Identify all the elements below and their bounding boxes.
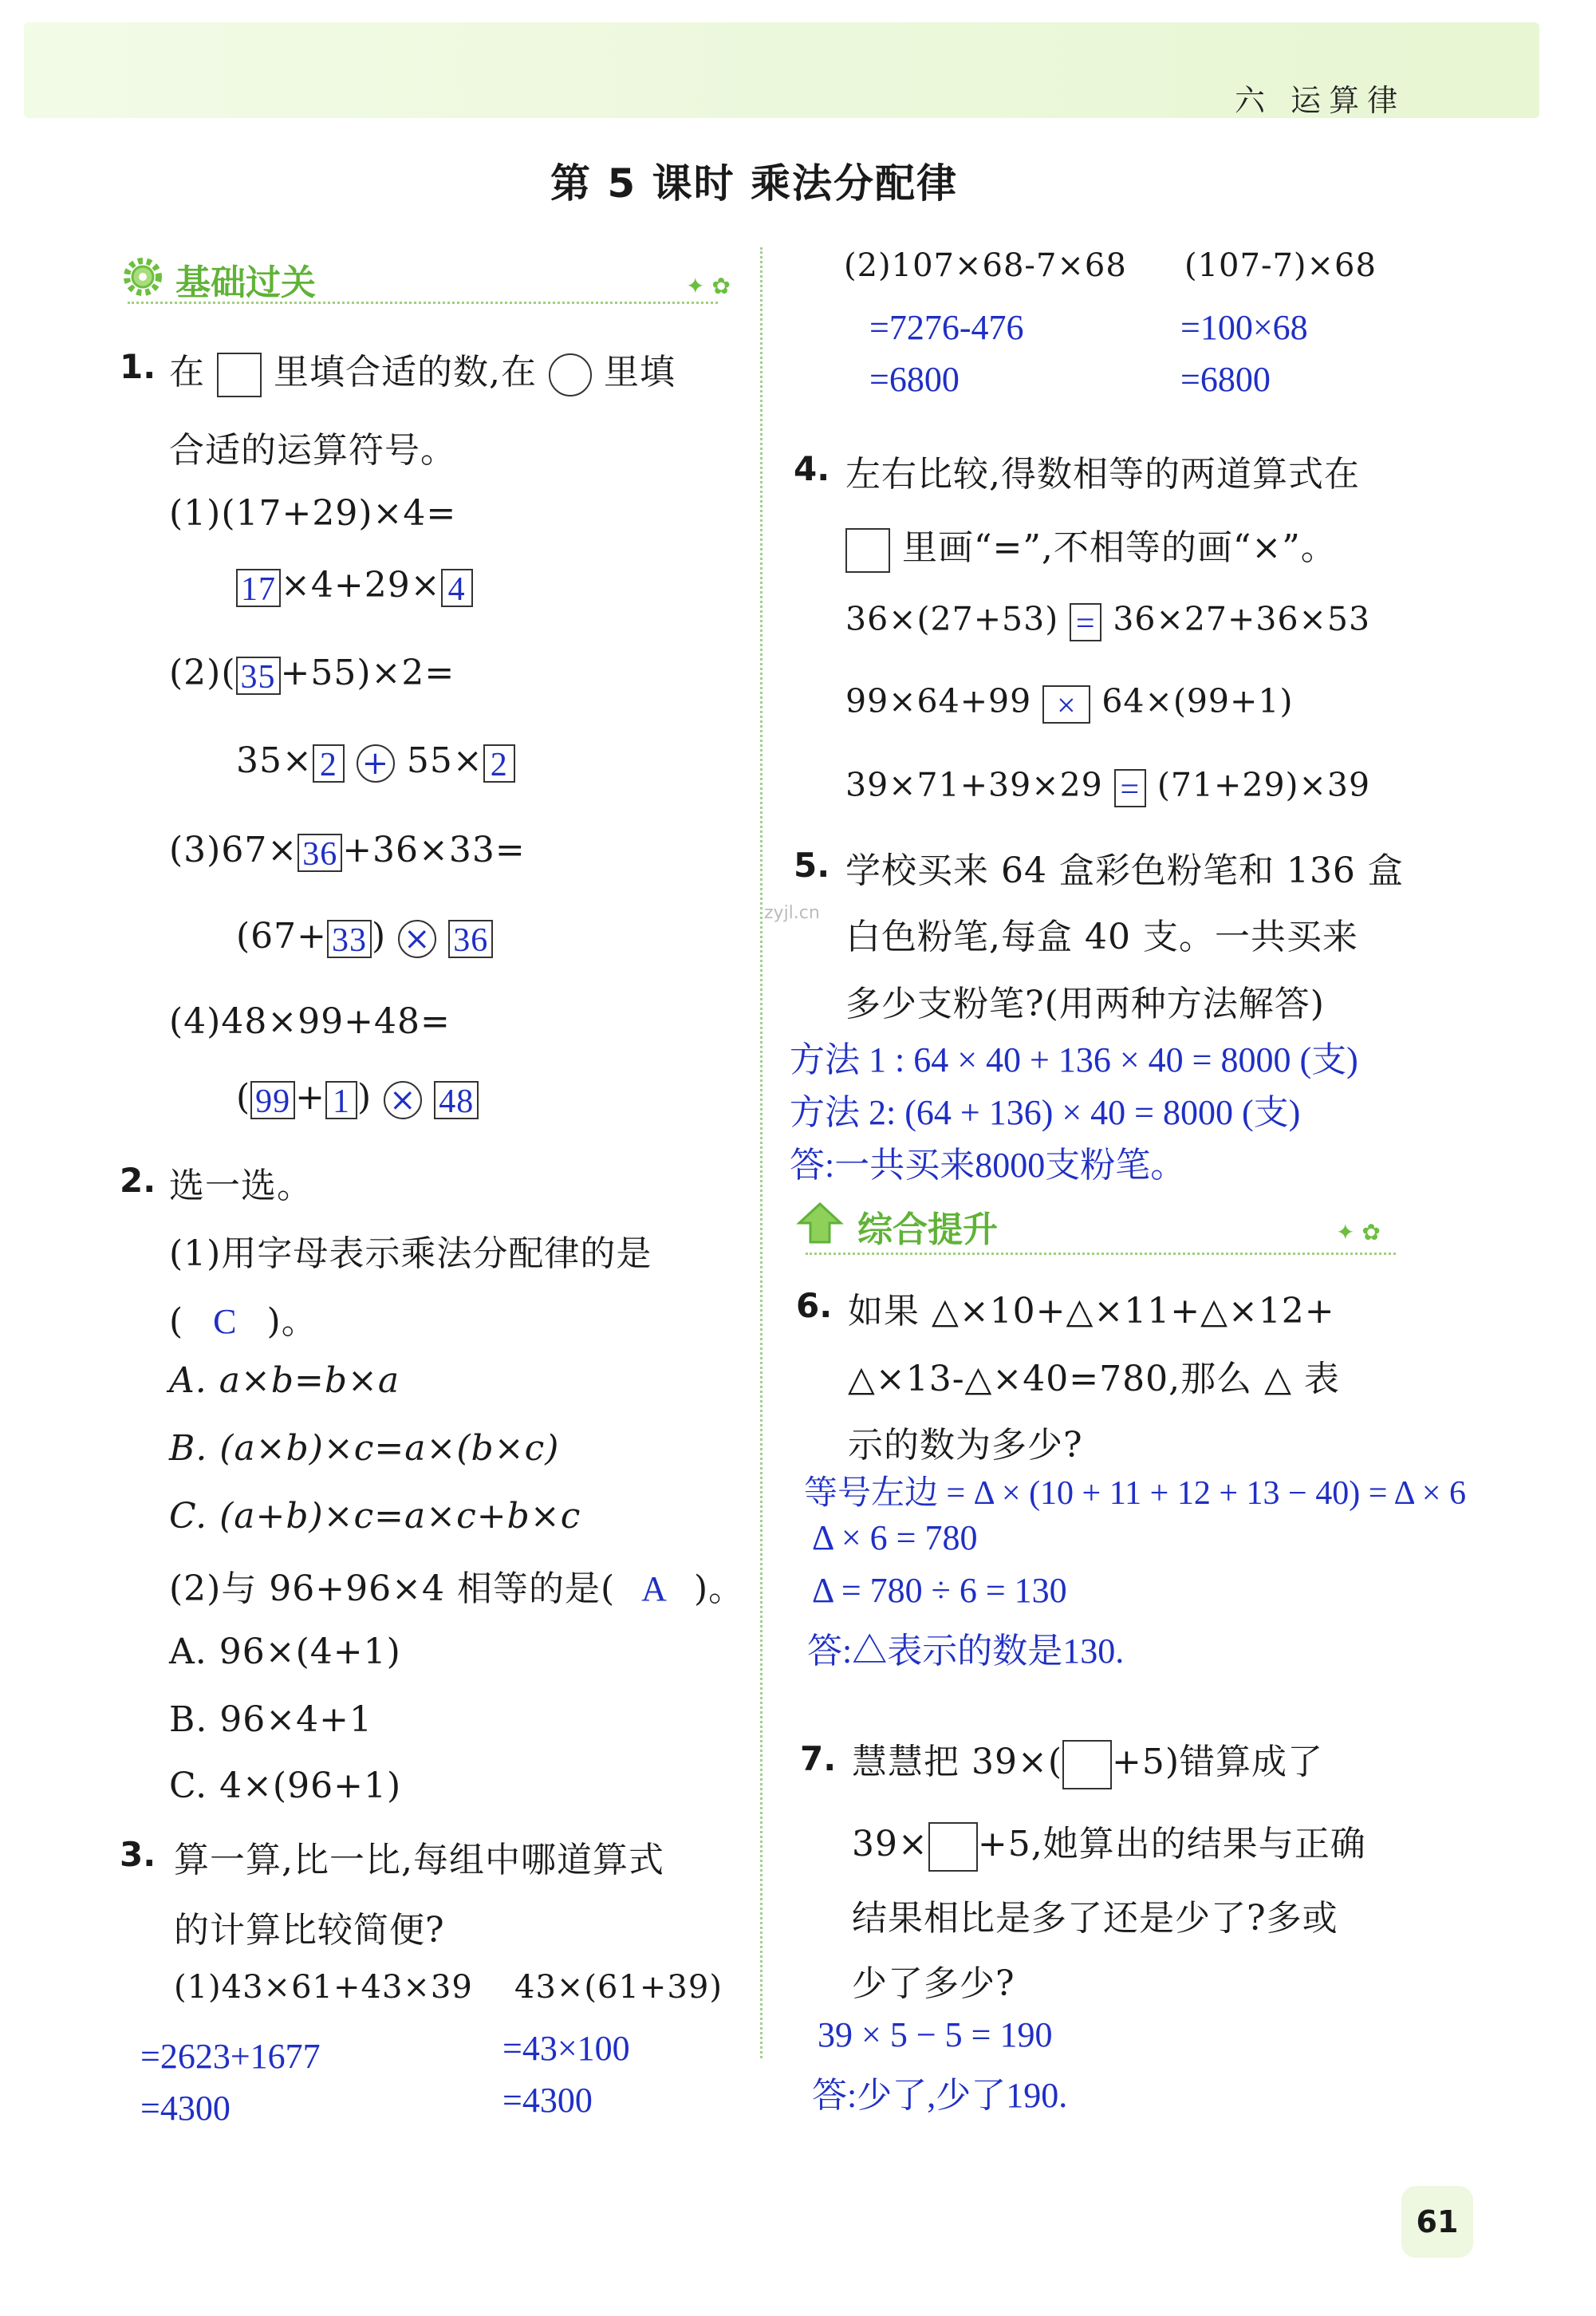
q3-prompt-line1: 算一算,比一比,每组中哪道算式 (174, 1840, 664, 1880)
question-number-5: 5. (794, 846, 830, 885)
q3-part1-left-step1: =2623+1677 (140, 2037, 321, 2076)
q1-prompt-c: 里填 (604, 352, 676, 393)
q2-sub1-close: )。 (266, 1301, 317, 1342)
q6-answer-line1: 等号左边 = Δ × (10 + 11 + 12 + 13 − 40) = Δ × 6 (804, 1475, 1466, 1512)
q6-line3: 示的数为多少? (848, 1425, 1083, 1466)
q7-line3: 结果相比是多了还是少了?多或 (852, 1898, 1338, 1939)
q1-part2-left: 35× (236, 740, 313, 781)
q1-part2-label (169, 653, 455, 695)
question-number-1: 1. (120, 347, 156, 386)
answer-box: 4 (441, 569, 473, 607)
q1-part3-left: (67+ (236, 916, 328, 957)
answer-box: = (1114, 769, 1146, 807)
q3-part2-right-step2: =6800 (1180, 360, 1271, 399)
q1-part1-label: (1)(17+29)×4= (169, 493, 457, 534)
q1-prompt-a: 在 (169, 352, 205, 393)
q7-line1-b: +5)错算成了 (1112, 1742, 1324, 1782)
empty-box-icon (928, 1822, 978, 1872)
q2-sub1-open: ( (169, 1301, 184, 1342)
q1-part1-expr (236, 565, 473, 607)
q4-row2-left: 99×64+99 (845, 682, 1032, 720)
q1-part3-paren: ) (372, 916, 387, 957)
answer-box: 2 (313, 744, 345, 783)
gear-icon (120, 254, 166, 303)
q2-prompt: 选一选。 (169, 1166, 313, 1206)
q1-prompt-line1 (169, 343, 676, 397)
section-heading-basic: 基础过关 (175, 262, 316, 303)
q3-part1-right-step2: =4300 (502, 2081, 593, 2120)
q7-answer-line1: 39 × 5 − 5 = 190 (818, 2015, 1053, 2054)
q3-part1-right: 43×(61+39) (514, 1969, 723, 2006)
section-heading-advanced: 综合提升 (857, 1209, 998, 1250)
star-decoration-icon: ✦ ✿ (686, 273, 731, 299)
q3-part1-left: (1)43×61+43×39 (174, 1969, 473, 2006)
lesson-title: 第 5 课时 乘法分配律 (550, 160, 959, 207)
q2-sub2-line (169, 1560, 744, 1611)
answer-box: = (1070, 603, 1101, 641)
answer-box: 48 (434, 1081, 479, 1119)
q7-answer-conclusion: 答:少了,少了190. (812, 2076, 1068, 2115)
q6-answer-line2: Δ × 6 = 780 (812, 1518, 978, 1557)
q3-part2-left-step1: =7276-476 (869, 308, 1024, 347)
q3-part2-right: (107-7)×68 (1184, 247, 1377, 284)
q4-row2-right: 64×(99+1) (1101, 682, 1294, 720)
q2-sub1-text: (1)用字母表示乘法分配律的是 (169, 1233, 652, 1274)
q1-part2-rest: +55)×2= (280, 653, 455, 693)
answer-box: 99 (250, 1081, 295, 1119)
q5-line3: 多少支粉笔?(用两种方法解答) (845, 984, 1325, 1024)
arrow-up-icon (796, 1201, 844, 1249)
q4-row1-left: 36×(27+53) (845, 600, 1059, 638)
q2-sub1-option-a: A. a×b=b×a (169, 1360, 400, 1401)
section-divider-basic (128, 302, 718, 304)
q5-line1: 学校买来 64 盒彩色粉笔和 136 盒 (845, 850, 1404, 891)
q7-line2 (852, 1815, 1366, 1872)
answer-box: 33 (327, 920, 372, 958)
q1-part2-expr (236, 740, 515, 783)
answer-circle: × (384, 1081, 422, 1119)
q7-line1 (852, 1733, 1323, 1789)
q4-row3-left: 39×71+39×29 (845, 766, 1103, 804)
q1-part3-label-text: (3)67× (169, 830, 298, 870)
q1-part4-close: ) (357, 1077, 372, 1118)
answer-box: 36 (448, 920, 493, 958)
answer-box: × (1042, 685, 1090, 724)
answer-box: 17 (236, 569, 281, 607)
empty-box-icon (1062, 1740, 1112, 1789)
q1-part4-plus: + (295, 1077, 326, 1118)
q7-line2-a: 39× (852, 1824, 928, 1864)
section-divider-advanced (806, 1253, 1396, 1255)
q4-row3 (845, 766, 1370, 807)
q3-part2-right-step1: =100×68 (1180, 308, 1308, 347)
q5-line2: 白色粉笔,每盒 40 支。一共买来 (845, 917, 1358, 957)
watermark: zyjl.cn (764, 903, 820, 923)
q3-prompt-line2: 的计算比较简便? (174, 1910, 445, 1951)
q7-line4: 少了多少? (852, 1963, 1015, 2004)
q2-sub1-option-c: C. (a+b)×c=a×c+b×c (169, 1496, 581, 1537)
empty-box-icon (845, 528, 890, 573)
q4-prompt-line2-text: 里画“=”,不相等的画“×”。 (902, 527, 1337, 568)
q2-sub2-close: )。 (693, 1568, 745, 1609)
q5-answer-method1: 方法 1 : 64 × 40 + 136 × 40 = 8000 (支) (790, 1040, 1358, 1079)
question-number-2: 2. (120, 1161, 156, 1200)
q7-line1-a: 慧慧把 39×( (852, 1742, 1063, 1782)
chapter-label: 六 运算律 (1235, 83, 1406, 118)
question-number-7: 7. (800, 1739, 837, 1778)
q6-line1: 如果 △×10+△×11+△×12+ (848, 1291, 1335, 1332)
q3-part1-left-step2: =4300 (140, 2089, 231, 2128)
q4-prompt-line2 (845, 519, 1337, 573)
q3-part2-left: (2)107×68-7×68 (844, 247, 1127, 284)
q6-line2: △×13-△×40=780,那么 △ 表 (848, 1359, 1340, 1399)
star-decoration-icon: ✦ ✿ (1336, 1219, 1381, 1245)
q1-prompt-line2: 合适的运算符号。 (169, 430, 456, 471)
page-number: 61 (1401, 2186, 1473, 2258)
q6-answer-line3: Δ = 780 ÷ 6 = 130 (812, 1571, 1067, 1610)
q4-row2 (845, 682, 1293, 724)
q3-part1-right-step1: =43×100 (502, 2029, 630, 2068)
empty-circle-icon (549, 353, 592, 397)
q1-part2-right: 55× (406, 740, 483, 781)
q3-part2-left-step2: =6800 (869, 360, 960, 399)
q4-row1-right: 36×27+36×53 (1113, 600, 1371, 638)
q2-sub2-option-a: A. 96×(4+1) (169, 1631, 401, 1672)
q6-answer-conclusion: 答:△表示的数是130. (807, 1631, 1125, 1671)
answer-circle: × (398, 920, 436, 958)
q2-sub2-option-c: C. 4×(96+1) (169, 1766, 402, 1806)
q1-part3-rest: +36×33= (342, 830, 526, 870)
q1-part4-open: ( (236, 1077, 251, 1118)
q2-sub1-answer-line (169, 1292, 317, 1343)
answer-box: 2 (483, 744, 515, 783)
q5-answer-method2: 方法 2: (64 + 136) × 40 = 8000 (支) (790, 1093, 1301, 1132)
q2-sub2-text: (2)与 96+96×4 相等的是( (169, 1568, 616, 1609)
q1-prompt-b: 里填合适的数,在 (274, 352, 537, 393)
q4-row3-right: (71+29)×39 (1157, 766, 1371, 804)
question-number-4: 4. (794, 449, 830, 488)
q1-part2-label-text: (2)( (169, 653, 236, 693)
q7-line2-b: +5,她算出的结果与正确 (977, 1824, 1366, 1864)
q1-part3-label (169, 830, 526, 872)
answer-box: 36 (298, 834, 342, 872)
answer-circle: + (357, 744, 395, 783)
question-number-3: 3. (120, 1835, 156, 1874)
column-divider (760, 247, 763, 2058)
question-number-6: 6. (796, 1286, 833, 1325)
q1-part4-expr (236, 1077, 479, 1119)
empty-box-icon (217, 353, 262, 397)
q2-sub1-answer: C (213, 1302, 238, 1341)
answer-box: 1 (325, 1081, 357, 1119)
q4-row1 (845, 600, 1370, 641)
q2-sub2-option-b: B. 96×4+1 (169, 1699, 373, 1740)
q5-answer-conclusion: 答:一共买来8000支粉笔。 (790, 1146, 1186, 1185)
q2-sub2-answer: A (641, 1569, 668, 1608)
q4-prompt-line1: 左右比较,得数相等的两道算式在 (845, 454, 1360, 495)
q1-part3-expr (236, 916, 493, 958)
q2-sub1-option-b: B. (a×b)×c=a×(b×c) (169, 1428, 560, 1469)
q1-part1-mid: ×4+29× (281, 565, 441, 606)
q1-part4-label: (4)48×99+48= (169, 1001, 451, 1042)
answer-box: 35 (236, 657, 281, 695)
